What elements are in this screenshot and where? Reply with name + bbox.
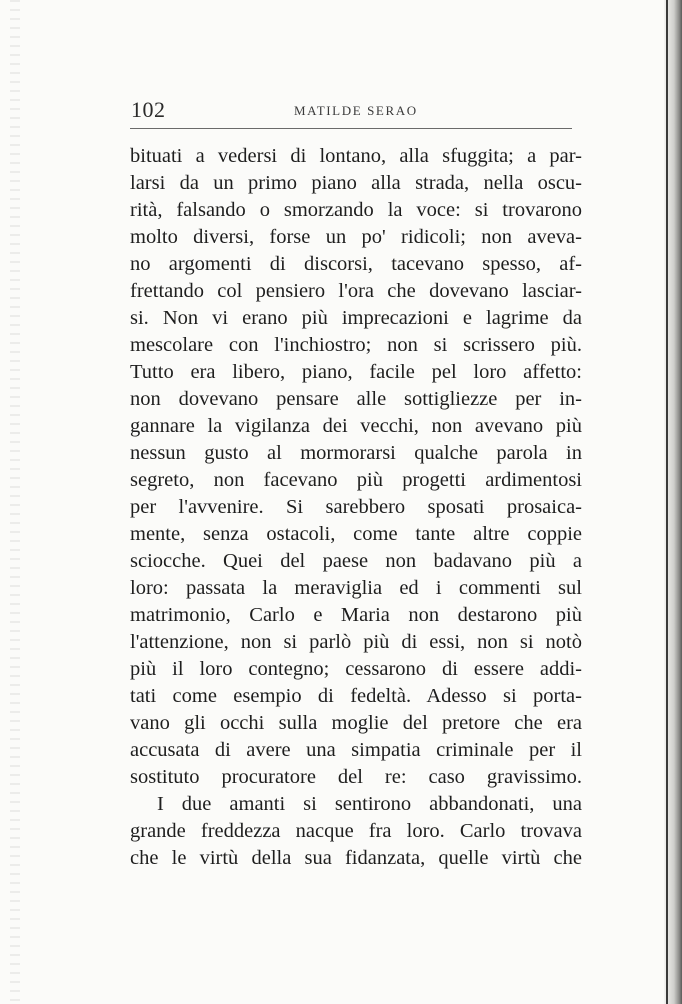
text-line: vano gli occhi sulla moglie del pretore che era [130, 712, 582, 734]
binding-edge [666, 0, 668, 1004]
text-line: rità, falsando o smorzando la voce: si trovarono [130, 199, 582, 221]
running-title: MATILDE SERAO [294, 103, 418, 118]
text-line: che le virtù della sua fidanzata, quelle virtù che [130, 847, 582, 869]
header-rule [130, 128, 572, 129]
text-line: accusata di avere una simpatia criminale per il [130, 739, 582, 761]
text-line: sciocche. Quei del paese non badavano più a [130, 550, 582, 572]
text-line: molto diversi, forse un po' ridicoli; non aveva- [130, 226, 582, 248]
text-line: Tutto era libero, piano, facile pel loro affetto: [130, 361, 582, 383]
text-line: tati come esempio di fedeltà. Adesso si porta- [130, 685, 582, 707]
page-edge-texture [10, 0, 20, 1004]
text-line: non dovevano pensare alle sottigliezze per in- [130, 388, 582, 410]
text-line: no argomenti di discorsi, tacevano spesso, af- [130, 253, 582, 275]
text-line: loro: passata la meraviglia ed i commenti sul [130, 577, 582, 599]
text-line: si. Non vi erano più imprecazioni e lagrime da [130, 307, 582, 329]
text-line: l'attenzione, non si parlò più di essi, non si notò [130, 631, 582, 653]
text-line: mescolare con l'inchiostro; non si scrissero più. [130, 334, 582, 356]
text-line: frettando col pensiero l'ora che dovevano lasciar- [130, 280, 582, 302]
page-header [131, 97, 571, 127]
text-line: gannare la vigilanza dei vecchi, non avevano più [130, 415, 582, 437]
paragraph-start-line: I due amanti si sentirono abbandonati, una [157, 793, 582, 815]
text-line: mente, senza ostacoli, come tante altre coppie [130, 523, 582, 545]
text-line: bituati a vedersi di lontano, alla sfuggita; a par- [130, 145, 582, 167]
text-line: segreto, non facevano più progetti ardimentosi [130, 469, 582, 491]
text-line: matrimonio, Carlo e Maria non destarono più [130, 604, 582, 626]
text-line: nessun gusto al mormorarsi qualche parola in [130, 442, 582, 464]
page-number: 102 [131, 97, 166, 122]
body-text [130, 143, 582, 872]
text-line: grande freddezza nacque fra loro. Carlo trovava [130, 820, 582, 842]
text-line: larsi da un primo piano alla strada, nella oscu- [130, 172, 582, 194]
text-line: per l'avvenire. Si sarebbero sposati prosaica- [130, 496, 582, 518]
text-line: sostituto procuratore del re: caso gravissimo. [130, 766, 582, 788]
text-line: più il loro contegno; cessarono di essere addi- [130, 658, 582, 680]
